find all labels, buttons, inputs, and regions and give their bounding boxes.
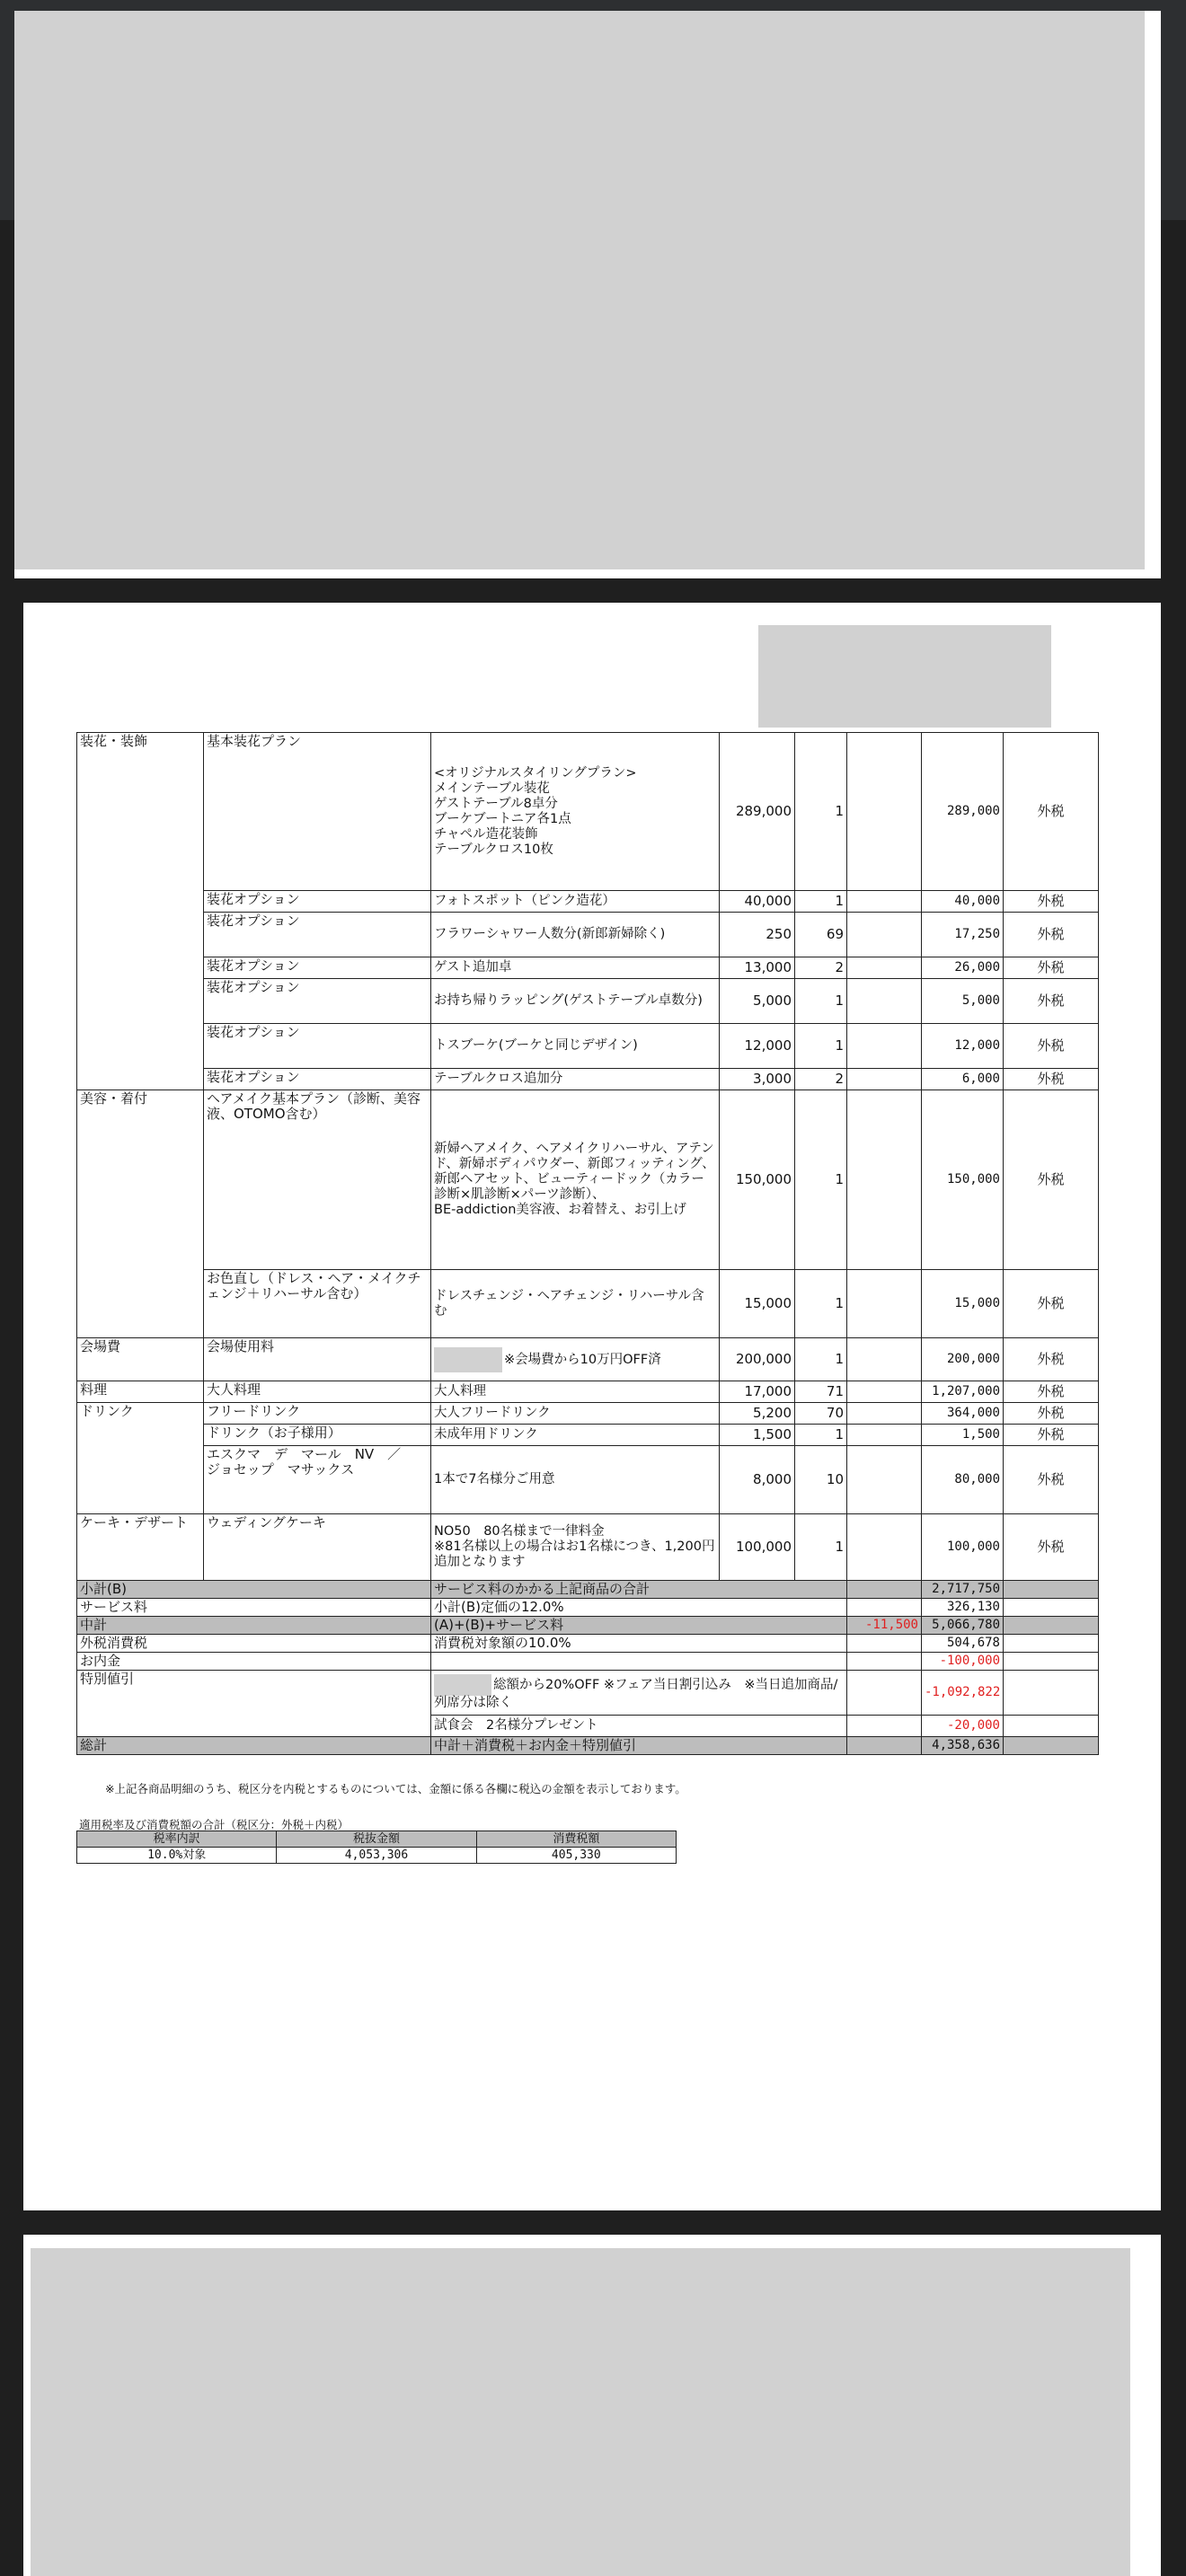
table-row: [77, 1381, 1099, 1403]
item-cell: 基本装花プラン: [204, 733, 431, 891]
summary-amount: -100,000: [922, 1653, 1004, 1671]
table-row: [77, 1425, 1099, 1446]
amount-cell: 364,000: [922, 1403, 1004, 1425]
category-cell: 装花・装飾: [77, 733, 204, 1090]
item-cell: エスクマ デ マール NV ／ ジョセップ マサックス: [204, 1446, 431, 1514]
unit-price-cell: 200,000: [720, 1338, 795, 1381]
table-row: [77, 913, 1099, 957]
tax-type-cell: [1004, 1671, 1099, 1716]
amount-cell: 1,207,000: [922, 1381, 1004, 1403]
discount-cell: [847, 913, 922, 957]
category-cell: 料理: [77, 1381, 204, 1403]
rate-cell: 10.0%対象: [77, 1848, 277, 1864]
unit-price-cell: 12,000: [720, 1024, 795, 1069]
summary-amount: -20,000: [922, 1716, 1004, 1737]
tax-type-cell: 外税: [1004, 1270, 1099, 1338]
quantity-cell: 10: [795, 1446, 847, 1514]
summary-label: 外税消費税: [77, 1635, 431, 1653]
amount-cell: 80,000: [922, 1446, 1004, 1514]
tax-note: ※上記各商品明細のうち、税区分を内税とするものについては、金額に係る各欄に税込の金額を表示しております。: [105, 1782, 686, 1795]
summary-amount: -1,092,822: [922, 1671, 1004, 1716]
quantity-cell: 1: [795, 1338, 847, 1381]
amount-cell: 100,000: [922, 1514, 1004, 1581]
description-cell: トスブーケ(ブーケと同じデザイン): [431, 1024, 720, 1069]
quantity-cell: 1: [795, 979, 847, 1024]
description-cell: ゲスト追加卓: [431, 957, 720, 979]
discount-cell: [847, 1338, 922, 1381]
table-header-row: [77, 1831, 677, 1848]
redacted-block: [434, 1347, 502, 1372]
discount-cell: [847, 1716, 922, 1737]
discount-cell: [847, 1270, 922, 1338]
quantity-cell: 1: [795, 733, 847, 891]
discount-cell: [847, 957, 922, 979]
amount-cell: 6,000: [922, 1069, 1004, 1090]
table-row: [77, 1848, 677, 1864]
description-cell: <オリジナルスタイリングプラン> メインテーブル装花 ゲストテーブル8卓分 ブーケブートニア各1点 チャペル造花装飾 テーブルクロス10枚: [431, 733, 720, 891]
table-row: [77, 979, 1099, 1024]
item-cell: 会場使用料: [204, 1338, 431, 1381]
amount-cell: 12,000: [922, 1024, 1004, 1069]
category-cell: 美容・着付: [77, 1090, 204, 1338]
summary-discount: -11,500: [847, 1617, 922, 1635]
summary-label: お内金: [77, 1653, 431, 1671]
item-cell: フリードリンク: [204, 1403, 431, 1425]
external-tax-row: [77, 1635, 1099, 1653]
description-cell: 1本で7名様分ご用意: [431, 1446, 720, 1514]
category-cell: ドリンク: [77, 1403, 204, 1514]
unit-price-cell: 100,000: [720, 1514, 795, 1581]
tax-rate-title: 適用税率及び消費税額の合計（税区分：外税＋内税）: [79, 1818, 350, 1831]
tax-type-cell: 外税: [1004, 1338, 1099, 1381]
item-cell: 装花オプション: [204, 1024, 431, 1069]
quantity-cell: 2: [795, 1069, 847, 1090]
tax-type-cell: 外税: [1004, 733, 1099, 891]
item-cell: 装花オプション: [204, 891, 431, 913]
description-cell: ドレスチェンジ・ヘアチェンジ・リハーサル含む: [431, 1270, 720, 1338]
discount-cell: [847, 1514, 922, 1581]
unit-price-cell: 250: [720, 913, 795, 957]
discount-cell: [847, 1446, 922, 1514]
item-cell: 装花オプション: [204, 957, 431, 979]
redacted-block: [31, 2248, 1130, 2576]
quantity-cell: 71: [795, 1381, 847, 1403]
midtotal-row: [77, 1617, 1099, 1635]
unit-price-cell: 5,000: [720, 979, 795, 1024]
table-row: [77, 1069, 1099, 1090]
discount-cell: [847, 979, 922, 1024]
tax-type-cell: [1004, 1635, 1099, 1653]
tax-type-cell: 外税: [1004, 1425, 1099, 1446]
summary-label: 小計(B): [77, 1581, 431, 1599]
item-cell: お色直し（ドレス・ヘア・メイクチェンジ＋リハーサル含む）: [204, 1270, 431, 1338]
tax-type-cell: 外税: [1004, 957, 1099, 979]
item-cell: 装花オプション: [204, 1069, 431, 1090]
discount-cell: [847, 1381, 922, 1403]
description-cell: 未成年用ドリンク: [431, 1425, 720, 1446]
summary-description: [431, 1653, 847, 1671]
summary-amount: 4,358,636: [922, 1737, 1004, 1755]
discount-cell: [847, 1069, 922, 1090]
description-cell: お持ち帰りラッピング(ゲストテーブル卓数分): [431, 979, 720, 1024]
unit-price-cell: 1,500: [720, 1425, 795, 1446]
summary-label: サービス料: [77, 1599, 431, 1617]
redacted-block: [434, 1674, 491, 1696]
column-header: 税率内訳: [77, 1831, 277, 1848]
special-discount-text: 総額から20%OFF ※フェア当日割引込み ※当日追加商品/列席分は除く: [434, 1678, 838, 1710]
tax-type-cell: [1004, 1737, 1099, 1755]
quantity-cell: 69: [795, 913, 847, 957]
subtotal-row: [77, 1581, 1099, 1599]
table-row: [77, 1403, 1099, 1425]
special-discount-row: [77, 1671, 1099, 1716]
unit-price-cell: 289,000: [720, 733, 795, 891]
item-cell: 大人料理: [204, 1381, 431, 1403]
category-cell: 会場費: [77, 1338, 204, 1381]
quantity-cell: 70: [795, 1403, 847, 1425]
summary-description: 試食会 2名様分プレゼント: [431, 1716, 847, 1737]
column-header: 税抜金額: [277, 1831, 476, 1848]
table-row: [77, 1338, 1099, 1381]
tax-type-cell: [1004, 1716, 1099, 1737]
summary-amount: 326,130: [922, 1599, 1004, 1617]
tax-rate-table: [76, 1831, 677, 1864]
description-cell: 新婦ヘアメイク、ヘアメイクリハーサル、アテンド、新婦ボディパウダー、新郎フィッティング、新郎ヘアセット、ビューティードック（カラー診断×肌診断×パーツ診断）、 BE-addiction美容液、お着替え、お引上げ: [431, 1090, 720, 1270]
table-row: [77, 1446, 1099, 1514]
quantity-cell: 2: [795, 957, 847, 979]
discount-cell: [847, 1599, 922, 1617]
description-text: ※会場費から10万円OFF済: [504, 1352, 661, 1367]
discount-cell: [847, 1671, 922, 1716]
tax-type-cell: [1004, 1581, 1099, 1599]
item-cell: ウェディングケーキ: [204, 1514, 431, 1581]
discount-cell: [847, 733, 922, 891]
discount-cell: [847, 1581, 922, 1599]
quantity-cell: 1: [795, 891, 847, 913]
tax-type-cell: 外税: [1004, 1069, 1099, 1090]
redacted-block: [758, 625, 1051, 728]
tax-type-cell: 外税: [1004, 1024, 1099, 1069]
amount-cell: 200,000: [922, 1338, 1004, 1381]
tax-type-cell: 外税: [1004, 913, 1099, 957]
description-cell: 大人料理: [431, 1381, 720, 1403]
tax-type-cell: 外税: [1004, 891, 1099, 913]
discount-cell: [847, 891, 922, 913]
grand-total-row: [77, 1737, 1099, 1755]
unit-price-cell: 13,000: [720, 957, 795, 979]
tax-type-cell: [1004, 1653, 1099, 1671]
service-fee-row: [77, 1599, 1099, 1617]
discount-cell: [847, 1090, 922, 1270]
amount-cell: 5,000: [922, 979, 1004, 1024]
item-cell: ヘアメイク基本プラン（診断、美容液、OTOMO含む）: [204, 1090, 431, 1270]
table-row: [77, 1514, 1099, 1581]
quantity-cell: 1: [795, 1425, 847, 1446]
column-header: 消費税額: [476, 1831, 676, 1848]
summary-label: 中計: [77, 1617, 431, 1635]
table-row: [77, 957, 1099, 979]
unit-price-cell: 40,000: [720, 891, 795, 913]
summary-amount: 504,678: [922, 1635, 1004, 1653]
deposit-row: [77, 1653, 1099, 1671]
unit-price-cell: 15,000: [720, 1270, 795, 1338]
amount-cell: 1,500: [922, 1425, 1004, 1446]
item-cell: 装花オプション: [204, 979, 431, 1024]
redacted-block: [14, 11, 1145, 569]
unit-price-cell: 5,200: [720, 1403, 795, 1425]
amount-cell: 15,000: [922, 1270, 1004, 1338]
tax-type-cell: 外税: [1004, 1403, 1099, 1425]
quantity-cell: 1: [795, 1024, 847, 1069]
unit-price-cell: 8,000: [720, 1446, 795, 1514]
quantity-cell: 1: [795, 1270, 847, 1338]
table-row: [77, 891, 1099, 913]
tax-type-cell: 外税: [1004, 1514, 1099, 1581]
tax-type-cell: 外税: [1004, 1090, 1099, 1270]
amount-cell: 405,330: [476, 1848, 676, 1864]
item-cell: ドリンク（お子様用）: [204, 1425, 431, 1446]
summary-description: 中計＋消費税＋お内金＋特別値引: [431, 1737, 847, 1755]
summary-label: 特別値引: [77, 1671, 431, 1737]
description-cell: 大人フリードリンク: [431, 1403, 720, 1425]
discount-cell: [847, 1653, 922, 1671]
discount-cell: [847, 1425, 922, 1446]
item-cell: 装花オプション: [204, 913, 431, 957]
description-cell: フォトスポット（ピンク造花）: [431, 891, 720, 913]
tax-type-cell: 外税: [1004, 1446, 1099, 1514]
amount-cell: 150,000: [922, 1090, 1004, 1270]
summary-description: (A)+(B)+サービス料: [431, 1617, 847, 1635]
summary-amount: 2,717,750: [922, 1581, 1004, 1599]
description-cell: [431, 1338, 720, 1381]
table-row: [77, 733, 1099, 891]
summary-description: [431, 1671, 847, 1716]
unit-price-cell: 3,000: [720, 1069, 795, 1090]
tax-type-cell: [1004, 1599, 1099, 1617]
summary-label: 総計: [77, 1737, 431, 1755]
quantity-cell: 1: [795, 1090, 847, 1270]
tax-type-cell: [1004, 1617, 1099, 1635]
table-row: [77, 1024, 1099, 1069]
description-cell: NO50 80名様まで一律料金 ※81名様以上の場合はお1名様につき、1,200円追加となります: [431, 1514, 720, 1581]
discount-cell: [847, 1635, 922, 1653]
tax-type-cell: 外税: [1004, 979, 1099, 1024]
amount-cell: 17,250: [922, 913, 1004, 957]
description-cell: テーブルクロス追加分: [431, 1069, 720, 1090]
quantity-cell: 1: [795, 1514, 847, 1581]
amount-cell: 26,000: [922, 957, 1004, 979]
summary-description: 小計(B)定価の12.0%: [431, 1599, 847, 1617]
summary-description: サービス料のかかる上記商品の合計: [431, 1581, 847, 1599]
discount-cell: [847, 1403, 922, 1425]
category-cell: ケーキ・デザート: [77, 1514, 204, 1581]
unit-price-cell: 17,000: [720, 1381, 795, 1403]
table-row: [77, 1090, 1099, 1270]
discount-cell: [847, 1737, 922, 1755]
table-row: [77, 1270, 1099, 1338]
unit-price-cell: 150,000: [720, 1090, 795, 1270]
discount-cell: [847, 1024, 922, 1069]
summary-description: 消費税対象額の10.0%: [431, 1635, 847, 1653]
summary-amount: 5,066,780: [922, 1617, 1004, 1635]
tax-type-cell: 外税: [1004, 1381, 1099, 1403]
amount-cell: 4,053,306: [277, 1848, 476, 1864]
description-cell: フラワーシャワー人数分(新郎新婦除く): [431, 913, 720, 957]
amount-cell: 289,000: [922, 733, 1004, 891]
estimate-table: [76, 732, 1099, 1755]
amount-cell: 40,000: [922, 891, 1004, 913]
